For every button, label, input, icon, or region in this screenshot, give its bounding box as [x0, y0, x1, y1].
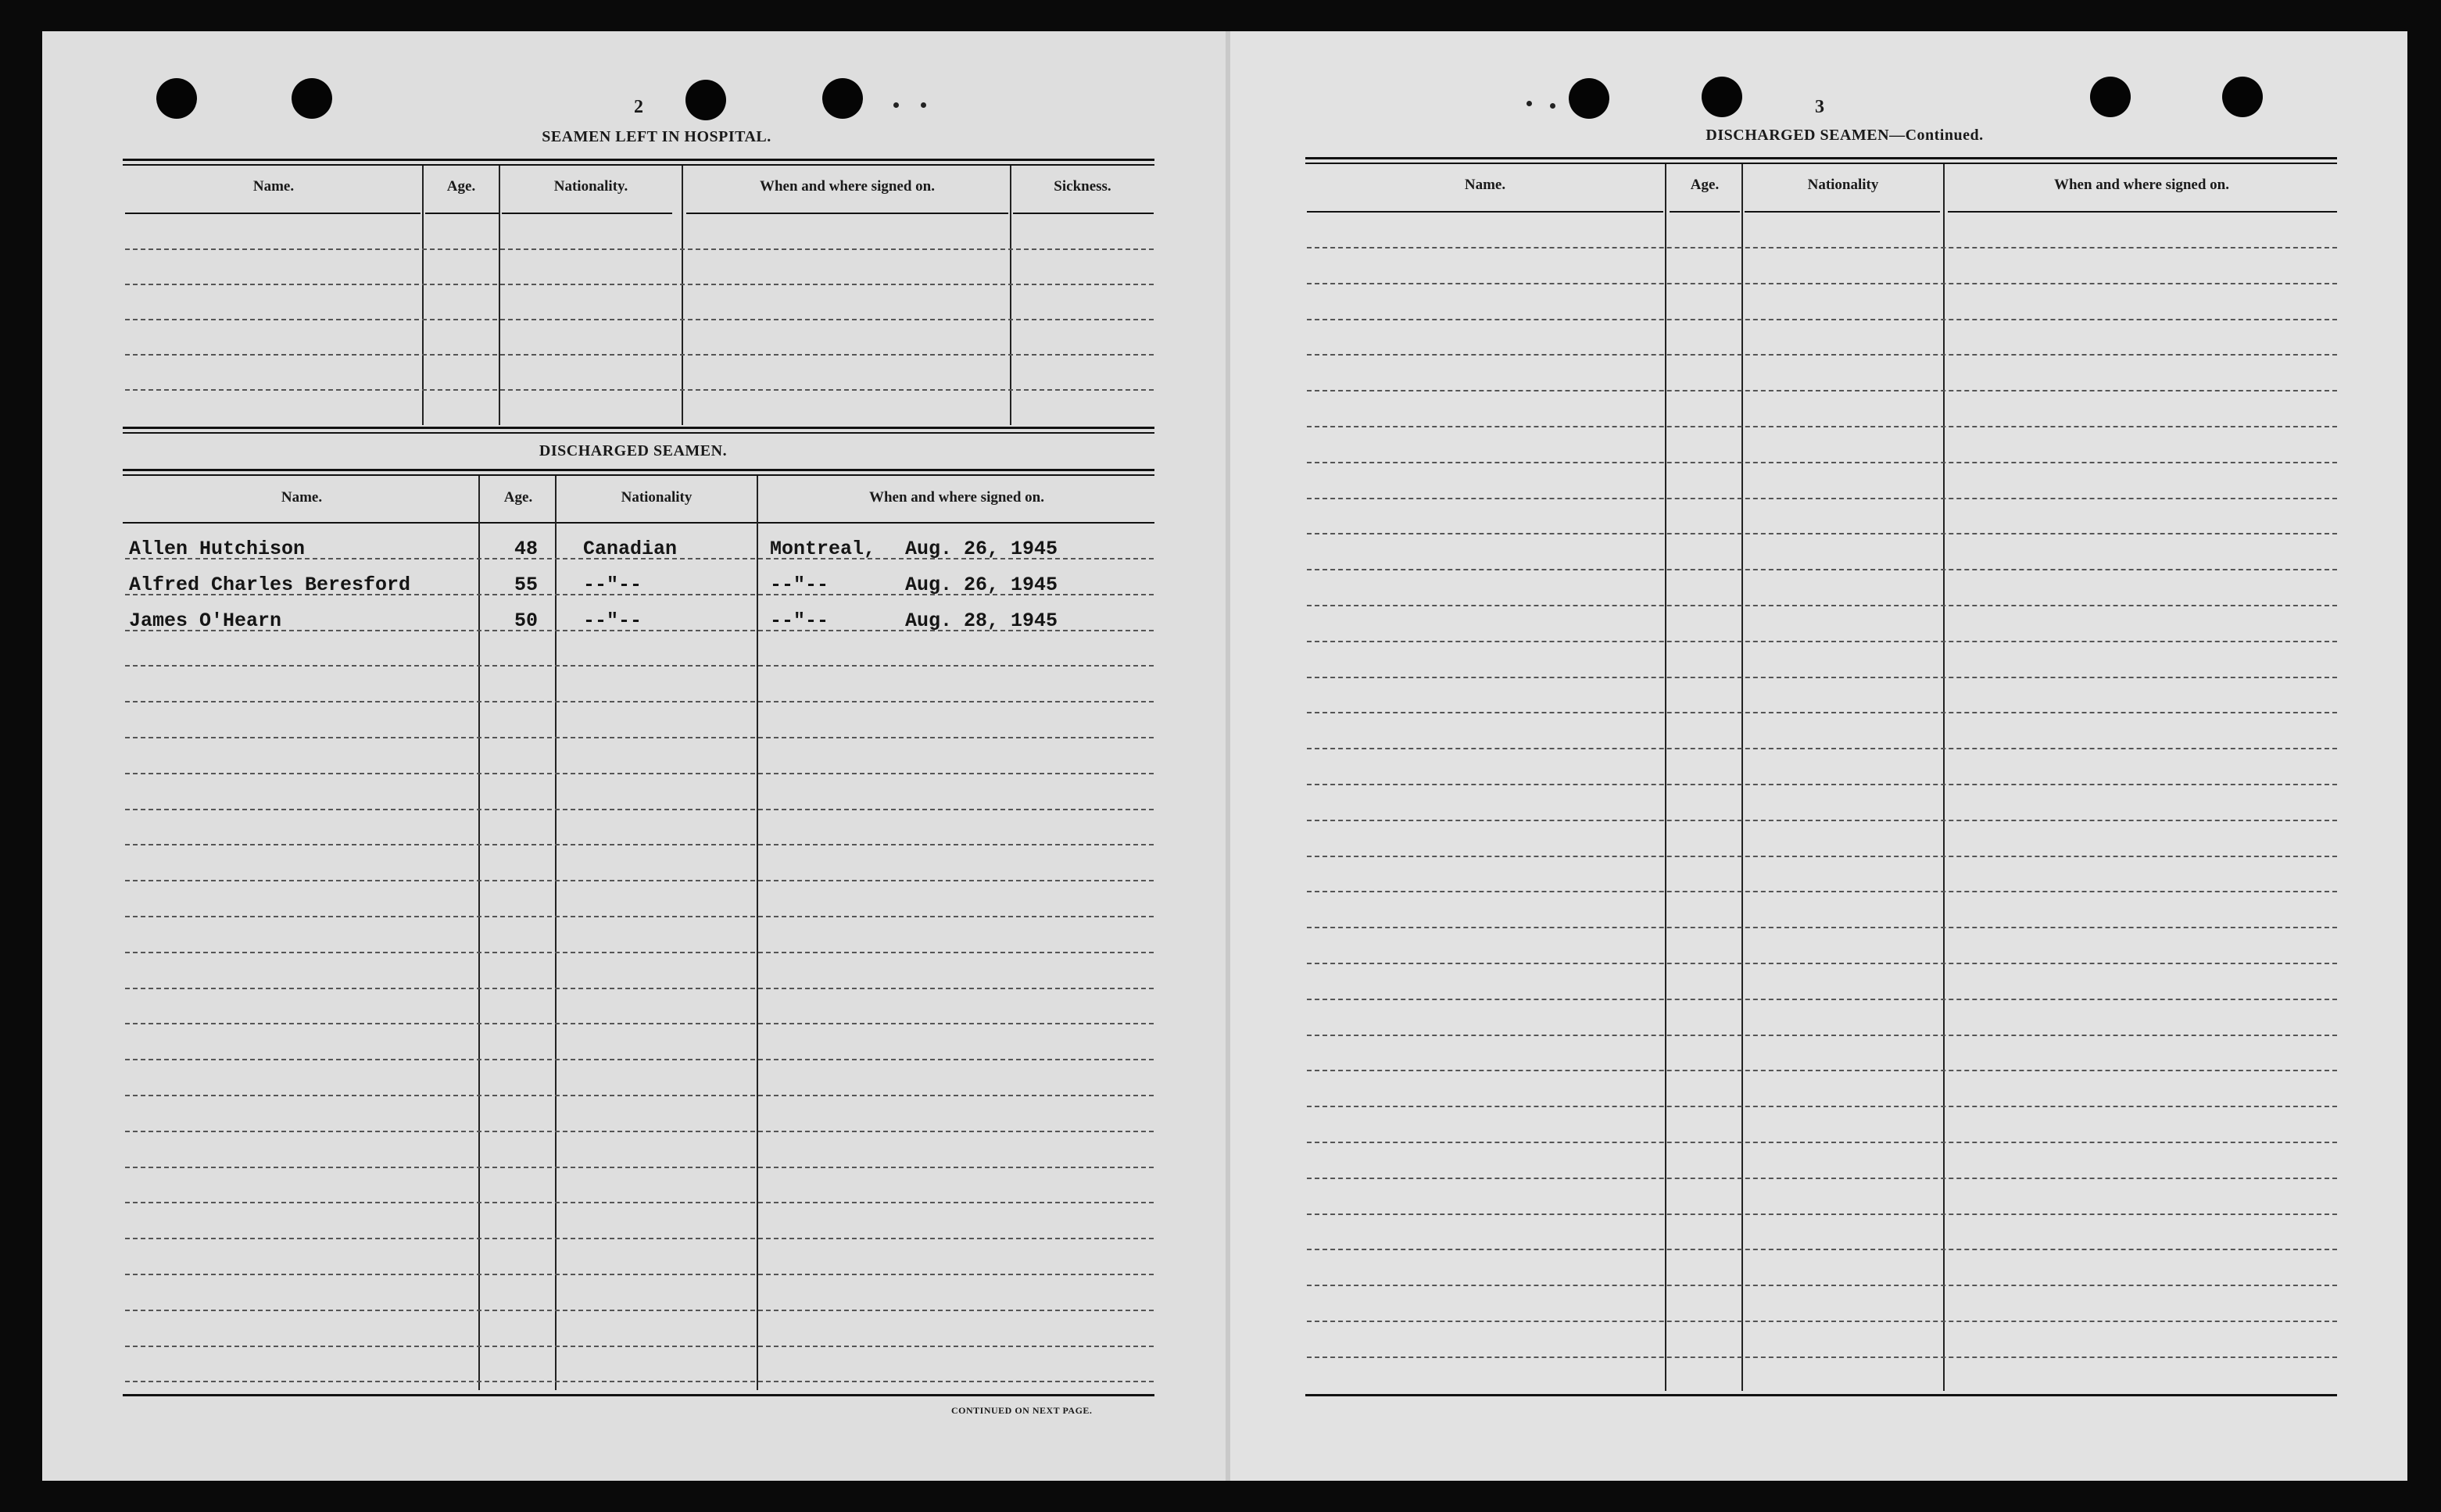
- right-header-age: Age.: [1690, 177, 1720, 193]
- ruled-line: [1307, 927, 2337, 928]
- rule: [123, 164, 1154, 166]
- ruled-line: [1307, 1357, 2337, 1358]
- rule: [1305, 157, 2337, 159]
- rule: [1670, 211, 1740, 213]
- ruled-line: [1307, 963, 2337, 964]
- ruled-line: [125, 665, 1154, 667]
- column-divider: [1665, 164, 1666, 1391]
- rule: [1745, 211, 1940, 213]
- ruled-line: [125, 1381, 1154, 1382]
- speck: [1550, 103, 1555, 109]
- seaman-nationality: Canadian: [583, 538, 678, 560]
- seaman-signed-on-place: --"--: [770, 574, 829, 596]
- seaman-age: 50: [514, 609, 539, 632]
- punch-hole: [2222, 77, 2263, 117]
- punch-hole: [156, 78, 197, 119]
- ruled-line: [1307, 247, 2337, 248]
- hospital-header-signed-on: When and where signed on.: [759, 178, 935, 195]
- ruled-line: [125, 1095, 1154, 1096]
- column-divider: [757, 476, 758, 1390]
- rule: [123, 1394, 1154, 1396]
- ruled-line: [125, 389, 1154, 391]
- rule: [123, 469, 1154, 471]
- column-divider: [1010, 166, 1011, 425]
- discharged-section-title: DISCHARGED SEAMEN.: [539, 442, 728, 459]
- column-divider: [682, 166, 683, 425]
- continued-footer: CONTINUED ON NEXT PAGE.: [951, 1405, 1093, 1416]
- column-divider: [555, 476, 557, 1390]
- rule: [1307, 211, 1663, 213]
- rule: [425, 213, 499, 214]
- seaman-signed-on-place: --"--: [770, 609, 829, 632]
- ruled-line: [125, 354, 1154, 356]
- ruled-line: [1307, 641, 2337, 642]
- hospital-header-name: Name.: [252, 178, 295, 195]
- ruled-line: [125, 1274, 1154, 1275]
- ruled-line: [1307, 712, 2337, 713]
- seaman-age: 55: [514, 574, 539, 596]
- seaman-signed-on-date: Aug. 26, 1945: [905, 574, 1058, 596]
- column-divider: [1943, 164, 1945, 1391]
- ruled-line: [1307, 354, 2337, 356]
- ruled-line: [125, 988, 1154, 989]
- hospital-header-sickness: Sickness.: [1054, 178, 1111, 195]
- ruled-line: [1307, 856, 2337, 857]
- ruled-line: [1307, 283, 2337, 284]
- ruled-line: [125, 248, 1154, 250]
- page-fold: [1226, 31, 1230, 1481]
- hospital-section-title: SEAMEN LEFT IN HOSPITAL.: [542, 128, 771, 145]
- rule: [123, 474, 1154, 476]
- hospital-header-nationality: Nationality.: [553, 178, 628, 195]
- ruled-line: [1307, 319, 2337, 320]
- seaman-age: 48: [514, 538, 539, 560]
- ruled-line: [125, 952, 1154, 953]
- ruled-line: [1307, 390, 2337, 391]
- page-number: 3: [1815, 97, 1824, 117]
- title-suffix: —Continued.: [1889, 127, 1984, 144]
- ruled-line: [125, 809, 1154, 810]
- ruled-line: [1307, 569, 2337, 570]
- ruled-line: [125, 773, 1154, 774]
- speck: [893, 102, 899, 108]
- discharged-header-nationality: Nationality: [621, 489, 693, 506]
- rule: [1948, 211, 2337, 213]
- page-number: 2: [634, 97, 643, 117]
- ruled-line: [1307, 1106, 2337, 1107]
- ruled-line: [125, 1346, 1154, 1347]
- ruled-line: [125, 1202, 1154, 1203]
- punch-hole: [292, 78, 332, 119]
- seaman-name: Alfred Charles Beresford: [129, 574, 411, 596]
- ruled-line: [1307, 677, 2337, 678]
- ruled-line: [125, 1167, 1154, 1168]
- ruled-line: [1307, 820, 2337, 821]
- ruled-line: [1307, 1178, 2337, 1179]
- discharged-continued-title: [1626, 127, 2063, 145]
- ruled-line: [1307, 605, 2337, 606]
- ruled-line: [1307, 1035, 2337, 1036]
- discharged-header-age: Age.: [503, 489, 533, 506]
- ruled-line: [1307, 498, 2337, 499]
- punch-hole: [685, 80, 726, 120]
- ruled-line: [125, 844, 1154, 845]
- ruled-line: [1307, 748, 2337, 749]
- rule: [1305, 163, 2337, 164]
- column-divider: [478, 476, 480, 1390]
- ruled-line: [125, 1059, 1154, 1060]
- rule: [502, 213, 672, 214]
- discharged-header-signed-on: When and where signed on.: [868, 489, 1044, 506]
- ruled-line: [125, 916, 1154, 917]
- ruled-line: [1307, 784, 2337, 785]
- right-header-nationality: Nationality: [1807, 177, 1879, 193]
- seaman-nationality: --"--: [583, 609, 642, 632]
- seaman-name: Allen Hutchison: [129, 538, 306, 560]
- right-header-name: Name.: [1464, 177, 1506, 193]
- seaman-nationality: --"--: [583, 574, 642, 596]
- speck: [1527, 101, 1532, 106]
- ruled-line: [125, 1310, 1154, 1311]
- seaman-signed-on-date: Aug. 28, 1945: [905, 609, 1058, 632]
- ruled-line: [1307, 1321, 2337, 1322]
- punch-hole: [1569, 78, 1609, 119]
- ruled-line: [125, 319, 1154, 320]
- ruled-line: [1307, 1249, 2337, 1250]
- speck: [921, 102, 926, 108]
- ruled-line: [1307, 426, 2337, 427]
- ruled-line: [125, 1023, 1154, 1024]
- seaman-signed-on-date: Aug. 26, 1945: [905, 538, 1058, 560]
- punch-hole: [1702, 77, 1742, 117]
- ruled-line: [1307, 1285, 2337, 1286]
- punch-hole: [822, 78, 863, 119]
- ruled-line: [1307, 533, 2337, 534]
- column-divider: [499, 166, 500, 425]
- ruled-line: [125, 737, 1154, 738]
- ruled-line: [1307, 999, 2337, 1000]
- rule: [1305, 1394, 2337, 1396]
- rule: [123, 159, 1154, 161]
- hospital-header-age: Age.: [446, 178, 476, 195]
- discharged-header-name: Name.: [281, 489, 323, 506]
- ruled-line: [125, 1238, 1154, 1239]
- title-main: DISCHARGED SEAMEN: [1705, 127, 1890, 144]
- ruled-line: [1307, 462, 2337, 463]
- ruled-line: [1307, 1214, 2337, 1215]
- ruled-line: [1307, 891, 2337, 892]
- rule: [123, 427, 1154, 429]
- ruled-line: [1307, 1070, 2337, 1071]
- right-page: [1229, 31, 2407, 1481]
- rule: [1013, 213, 1154, 214]
- rule: [686, 213, 1008, 214]
- ruled-line: [125, 1131, 1154, 1132]
- column-divider: [1741, 164, 1743, 1391]
- ruled-line: [125, 880, 1154, 881]
- rule: [125, 213, 421, 214]
- ruled-line: [1307, 1142, 2337, 1143]
- seaman-name: James O'Hearn: [129, 609, 282, 632]
- rule: [123, 432, 1154, 434]
- seaman-signed-on-place: Montreal,: [770, 538, 876, 560]
- punch-hole: [2090, 77, 2131, 117]
- right-header-signed-on: When and where signed on.: [2053, 177, 2229, 193]
- ruled-line: [125, 284, 1154, 285]
- ruled-line: [125, 701, 1154, 702]
- column-divider: [422, 166, 424, 425]
- rule: [123, 522, 1154, 524]
